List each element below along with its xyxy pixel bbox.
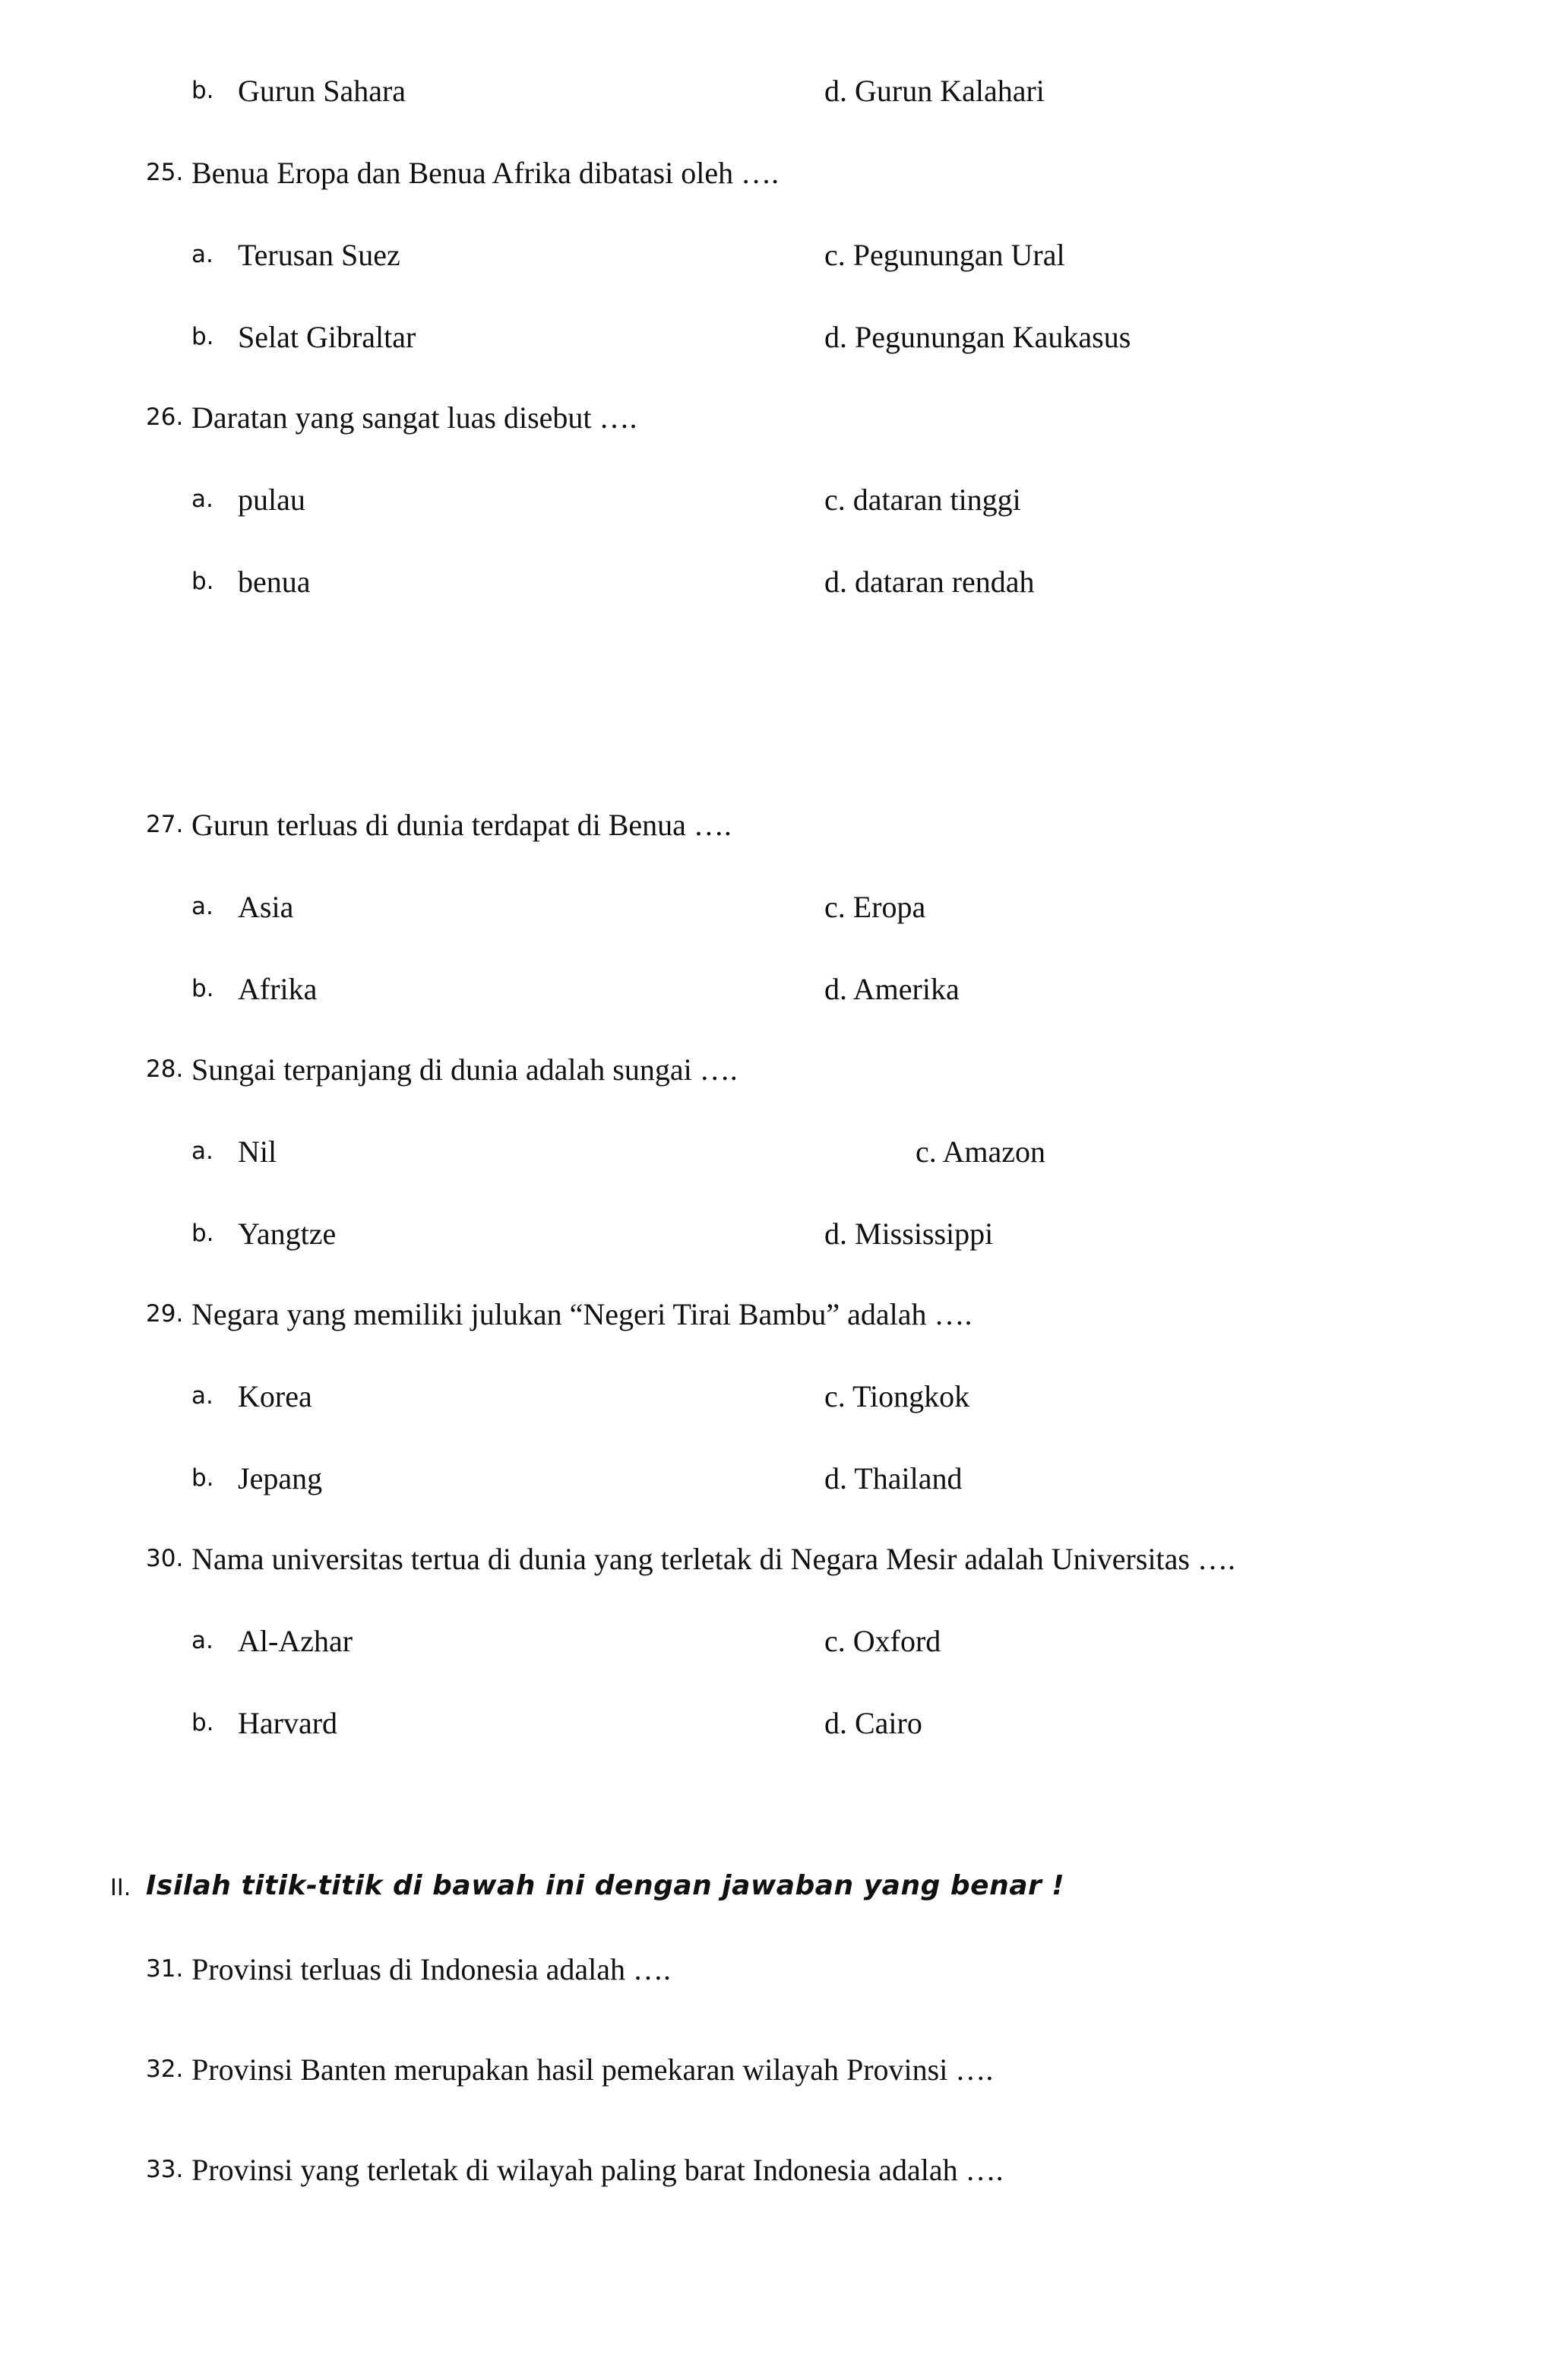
question-text: Gurun terluas di dunia terdapat di Benua …. [191,808,732,842]
option-letter: a. [191,1138,213,1165]
option-a: Korea [238,1379,312,1413]
option-c: c. dataran tinggi [824,483,1021,517]
option-letter: b. [191,975,214,1002]
question-text: Benua Eropa dan Benua Afrika dibatasi oleh …. [191,156,780,190]
option-b: Jepang [238,1461,323,1495]
option-d: d. dataran rendah [824,565,1035,599]
option-b: benua [238,565,311,599]
option-a: Terusan Suez [238,238,400,272]
option-d: d. Cairo [824,1706,922,1740]
question-text: Daratan yang sangat luas disebut …. [191,400,637,435]
option-a: Asia [238,890,294,924]
option-c: c. Tiongkok [824,1379,970,1413]
option-letter: b. [191,1709,214,1736]
option-a: Al-Azhar [238,1624,353,1658]
question-text: Negara yang memiliki julukan “Negeri Tirai Bambu” adalah …. [191,1297,972,1331]
question-number: 25. [146,159,184,186]
option-letter: a. [191,486,213,513]
option-letter: b. [191,568,214,595]
option-b: Selat Gibraltar [238,320,416,354]
question-number: 32. [146,2056,184,2083]
question-text: Provinsi Banten merupakan hasil pemekaran wilayah Provinsi …. [191,2052,994,2087]
question-text: Sungai terpanjang di dunia adalah sungai …. [191,1052,738,1087]
option-letter: a. [191,241,213,268]
option-b: Harvard [238,1706,338,1740]
question-number: 27. [146,811,184,838]
option-c: c. Pegunungan Ural [824,238,1065,272]
question-text: Provinsi terluas di Indonesia adalah …. [191,1952,671,1986]
question-number: 30. [146,1545,184,1572]
option-d: d. Pegunungan Kaukasus [824,320,1131,354]
option-b: Yangtze [238,1217,337,1251]
section-instruction: Isilah titik-titik di bawah ini dengan jawaban yang benar ! [146,1870,1065,1901]
section-numeral: II. [110,1875,131,1901]
option-d: d. Thailand [824,1461,963,1495]
option-letter: b. [191,323,214,350]
option-c: c. Amazon [916,1135,1046,1169]
option-letter: a. [191,1382,213,1410]
option-d: d. Amerika [824,972,960,1006]
option-c: c. Eropa [824,890,926,924]
option-letter: a. [191,1627,213,1654]
question-number: 31. [146,1955,184,1983]
option-a: Nil [238,1135,277,1169]
option-letter: b. [191,1464,214,1492]
option-d: d. Mississippi [824,1217,994,1251]
question-number: 29. [146,1300,184,1328]
option-d: d. Gurun Kalahari [824,74,1045,108]
question-number: 28. [146,1055,184,1083]
option-b: Afrika [238,972,318,1006]
option-letter: b. [191,77,214,104]
option-letter: a. [191,893,213,920]
question-number: 26. [146,404,184,431]
option-c: c. Oxford [824,1624,941,1658]
option-letter: b. [191,1220,214,1247]
option-b: Gurun Sahara [238,74,406,108]
question-text: Provinsi yang terletak di wilayah paling barat Indonesia adalah …. [191,2153,1004,2187]
question-text: Nama universitas tertua di dunia yang terletak di Negara Mesir adalah Universitas …. [191,1542,1235,1576]
question-number: 33. [146,2156,184,2183]
option-a: pulau [238,483,305,517]
